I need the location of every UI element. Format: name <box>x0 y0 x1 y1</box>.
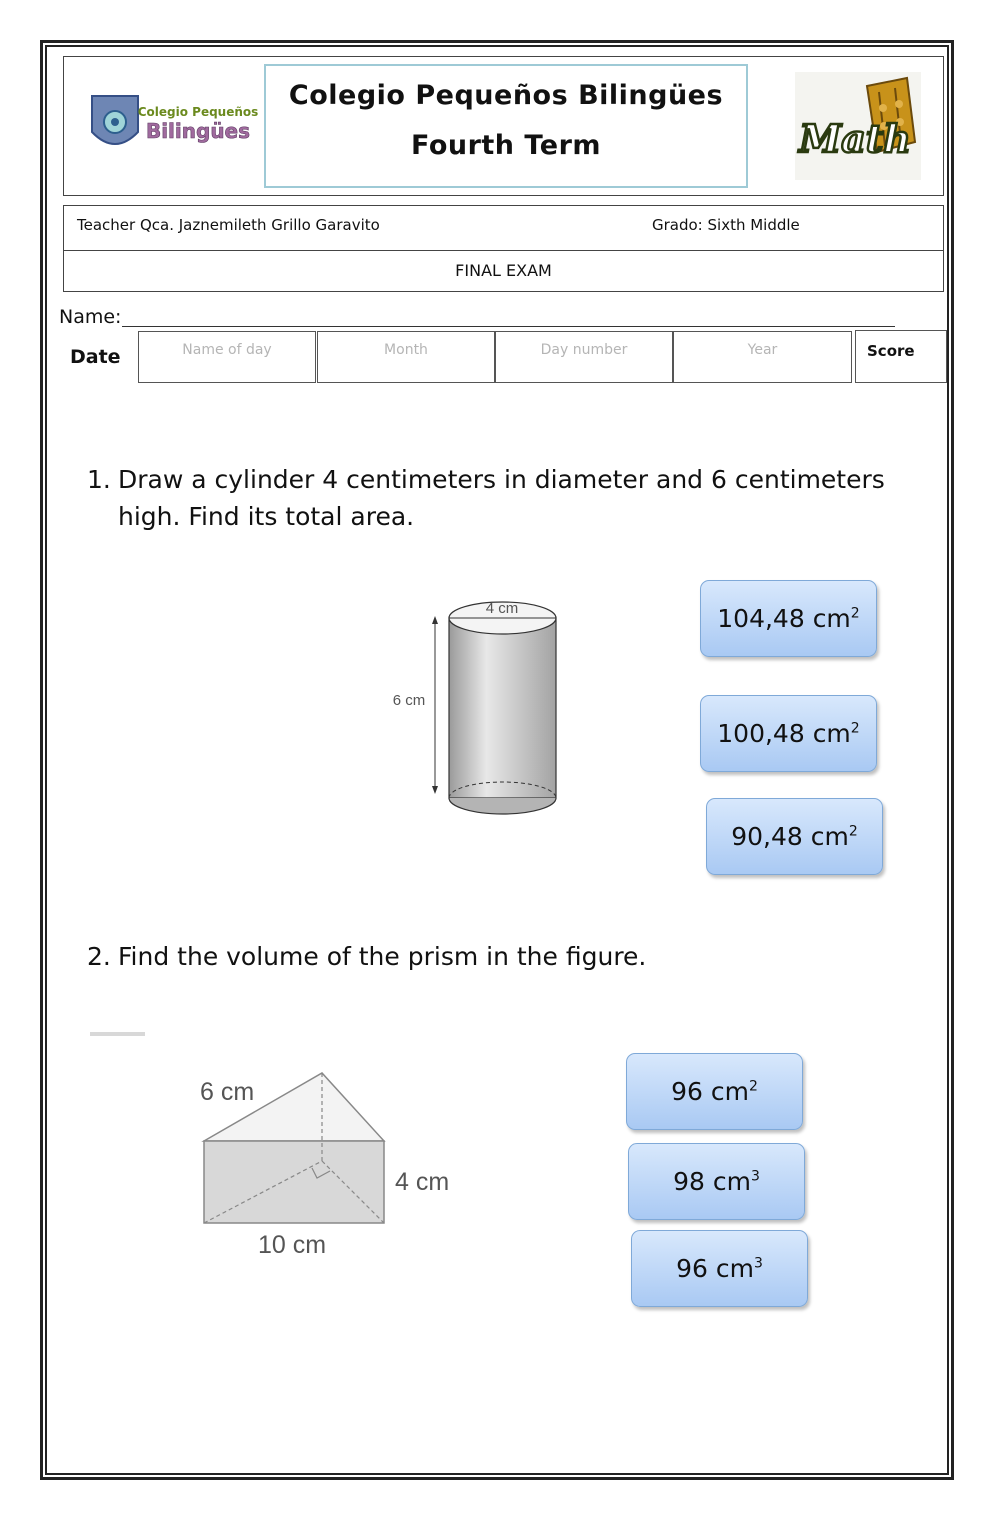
cylinder-figure <box>380 590 580 820</box>
date-field-day-number[interactable]: Day number <box>495 331 673 383</box>
name-input-line[interactable] <box>122 326 895 327</box>
svg-text:Math: Math <box>799 116 911 161</box>
question-text: Draw a cylinder 4 centimeters in diameter and 6 centimeters high. Find its total area. <box>118 465 885 531</box>
diameter-label: 4 cm <box>485 600 519 617</box>
name-label: Name: <box>59 306 122 328</box>
q2-option-1[interactable]: 96 $cm^2$ <box>626 1053 803 1130</box>
divider <box>90 1032 145 1036</box>
school-logo <box>88 92 258 158</box>
school-name: Colegio Pequeños Bilingües <box>288 80 724 111</box>
q1-option-1[interactable]: 104,48 $cm^2$ <box>700 580 877 657</box>
q1-option-2[interactable]: 100,48 $cm^2$ <box>700 695 877 772</box>
height-label: 4 cm <box>395 1168 450 1196</box>
math-logo <box>795 72 921 180</box>
title-box <box>264 64 748 188</box>
grade-label: Grado: Sixth Middle <box>652 216 800 234</box>
base-label: 10 cm <box>258 1231 327 1259</box>
svg-text:Bilingües: Bilingües <box>145 119 251 143</box>
svg-text:Colegio Pequeños: Colegio Pequeños <box>137 105 258 119</box>
teacher-name: Teacher Qca. Jaznemileth Grillo Garavito <box>77 216 380 234</box>
date-label: Date <box>70 346 121 368</box>
q2-option-3[interactable]: 96 $cm^3$ <box>631 1230 808 1307</box>
prism-figure <box>190 1065 480 1265</box>
exam-title: FINAL EXAM <box>455 261 552 280</box>
info-row <box>63 205 944 251</box>
question-number: 1. <box>87 465 111 494</box>
question-text: Find the volume of the prism in the figure. <box>118 942 647 971</box>
date-field-month[interactable]: Month <box>317 331 495 383</box>
score-cell[interactable]: Score <box>855 330 947 383</box>
q2-option-2[interactable]: 98 $cm^3$ <box>628 1143 805 1220</box>
q1-option-3[interactable]: 90,48 $cm^2$ <box>706 798 883 875</box>
term-title: Fourth Term <box>410 130 602 161</box>
height-label: 6 cm <box>392 692 426 709</box>
date-field-year[interactable]: Year <box>673 331 852 383</box>
date-field-day-name[interactable]: Name of day <box>138 331 316 383</box>
question-number: 2. <box>87 942 111 971</box>
exam-row <box>63 250 944 292</box>
side-label: 6 cm <box>200 1078 255 1106</box>
